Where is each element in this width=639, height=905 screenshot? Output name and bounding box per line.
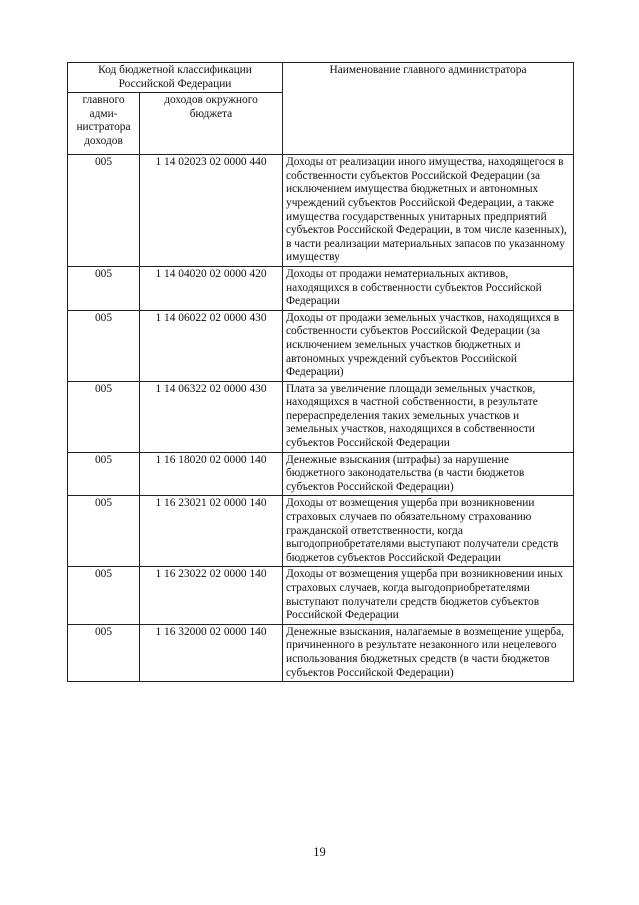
budget-code-cell: 1 16 32000 02 0000 140 (140, 624, 283, 681)
table-row (68, 567, 574, 624)
budget-code-cell: 1 16 18020 02 0000 140 (140, 452, 283, 496)
admin-code-cell: 005 (68, 624, 140, 681)
header-administrator-name: Наименование главного администратора (283, 63, 574, 155)
administrator-name-cell: Доходы от возмещения ущерба при возникновении иных страховых случаев, когда выгодоприобретателями выступают получатели средств бюджетов субъектов Российской Федерации (283, 567, 574, 624)
page-number: 19 (313, 845, 326, 859)
admin-code-cell: 005 (68, 155, 140, 267)
administrator-name-cell: Доходы от возмещения ущерба при возникновении страховых случаев по обязательному страхованию гражданской ответственности, когда выгодоприобретателями выступают получатели средств бюджетов субъектов Российской Федерации (283, 496, 574, 567)
administrator-name-cell: Доходы от продажи нематериальных активов, находящихся в собственности субъектов Российской Федерации (283, 266, 574, 310)
admin-code-cell: 005 (68, 381, 140, 452)
header-main-administrator: главного адми-нистратора доходов (68, 93, 140, 155)
admin-code-cell: 005 (68, 266, 140, 310)
table-row (68, 624, 574, 681)
table-row (68, 381, 574, 452)
table-header (68, 63, 574, 155)
budget-code-cell: 1 14 02023 02 0000 440 (140, 155, 283, 267)
table-row (68, 155, 574, 267)
administrator-name-cell: Денежные взыскания (штрафы) за нарушение бюджетного законодательства (в части бюджетов субъектов Российской Федерации) (283, 452, 574, 496)
administrator-name-cell: Доходы от продажи земельных участков, находящихся в собственности субъектов Российской Федерации (за исключением земельных участков бюджетных и автономных учреждений субъектов Российской Федерации) (283, 310, 574, 381)
table-body (68, 155, 574, 682)
admin-code-cell: 005 (68, 452, 140, 496)
header-code-group: Код бюджетной классификации Российской Федерации (68, 63, 283, 93)
admin-code-cell: 005 (68, 310, 140, 381)
budget-code-cell: 1 16 23021 02 0000 140 (140, 496, 283, 567)
administrator-name-cell: Доходы от реализации иного имущества, находящегося в собственности субъектов Российской Федерации (за исключением имущества бюджетных и автономных учреждений субъектов Российской Федерации, а также имущества государственных унитарных предприятий субъектов Российской Федерации, в том числе казенных), в части реализации материальных запасов по указанному имуществу (283, 155, 574, 267)
budget-code-cell: 1 14 06022 02 0000 430 (140, 310, 283, 381)
table-row (68, 266, 574, 310)
budget-code-cell: 1 14 04020 02 0000 420 (140, 266, 283, 310)
budget-classification-table (67, 62, 574, 682)
admin-code-cell: 005 (68, 496, 140, 567)
header-district-budget: доходов окружного бюджета (140, 93, 283, 155)
administrator-name-cell: Денежные взыскания, налагаемые в возмещение ущерба, причиненного в результате незаконного или нецелевого использования бюджетных средств (в части бюджетов субъектов Российской Федерации) (283, 624, 574, 681)
table-row (68, 310, 574, 381)
budget-code-cell: 1 14 06322 02 0000 430 (140, 381, 283, 452)
administrator-name-cell: Плата за увеличение площади земельных участков, находящихся в частной собственности, в результате перераспределения таких земельных участков и земельных участков, находящихся в собственности субъектов Российской Федерации (283, 381, 574, 452)
table-row (68, 496, 574, 567)
admin-code-cell: 005 (68, 567, 140, 624)
budget-code-cell: 1 16 23022 02 0000 140 (140, 567, 283, 624)
table-row (68, 452, 574, 496)
